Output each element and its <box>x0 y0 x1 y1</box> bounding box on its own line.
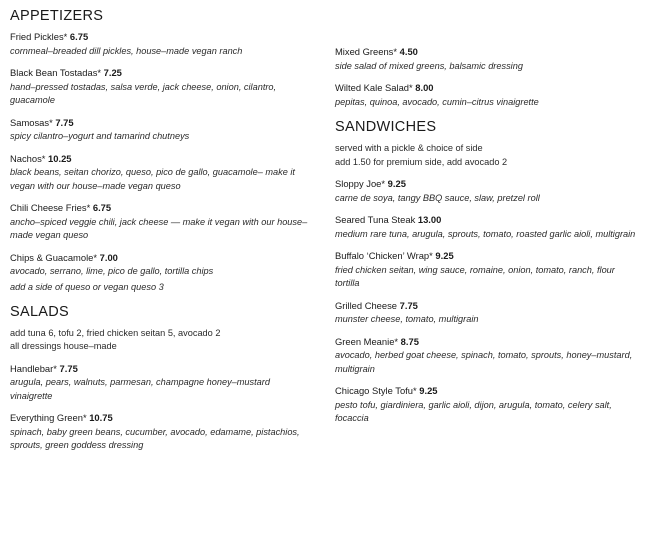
menu-item <box>10 117 311 144</box>
menu-item-name: Chili Cheese Fries* <box>10 202 91 214</box>
menu-item-head <box>335 336 640 348</box>
menu-item-name: Chicago Style Tofu* <box>335 385 417 397</box>
sandwiches-note-addons: add 1.50 for premium side, add avocado 2 <box>335 156 508 167</box>
menu-item-price: 7.75 <box>59 362 78 374</box>
salads-note-dressings: all dressings house–made <box>10 341 117 352</box>
menu-item <box>335 178 640 205</box>
section-title-sandwiches: SANDWICHES <box>335 119 437 136</box>
section-title-appetizers: APPETIZERS <box>10 8 104 24</box>
menu-item-price: 6.75 <box>69 31 89 42</box>
menu-item-description: cornmeal–breaded dill pickles, house–made vegan ranch <box>10 45 243 56</box>
menu-item-head <box>10 31 311 43</box>
menu-item-price: 7.00 <box>99 251 118 263</box>
menu-item-name: Black Bean Tostadas* <box>10 67 102 79</box>
menu-item-head <box>10 363 311 375</box>
menu-item <box>335 300 640 327</box>
menu-item-name: Samosas* <box>10 116 53 128</box>
menu-item-price: 6.75 <box>92 202 112 214</box>
menu-item-name: Buffalo ‘Chicken’ Wrap* <box>335 250 433 262</box>
menu-item <box>10 67 311 107</box>
menu-item-description: avocado, herbed goat cheese, spinach, tomato, sprouts, honey–mustard, multigrain <box>335 350 633 374</box>
menu-item-head <box>10 153 311 165</box>
menu-item-price: 9.25 <box>419 385 438 397</box>
menu-item-name: Nachos* <box>10 152 46 164</box>
menu-item <box>10 153 311 193</box>
menu-item-description: avocado, serrano, lime, pico de gallo, tortilla chips <box>10 266 214 277</box>
menu-item-name: Wilted Kale Salad* <box>335 82 413 94</box>
menu-item-description: pesto tofu, giardiniera, garlic aioli, dijon, arugula, tomato, celery salt, focaccia <box>335 399 612 424</box>
menu-item-head <box>335 214 640 226</box>
sandwiches-note-served: served with a pickle & choice of side <box>335 143 483 154</box>
menu-item-name: Chips & Guacamole* <box>10 251 98 263</box>
menu-item-head <box>10 252 311 264</box>
menu-item <box>10 412 311 452</box>
menu-item-description: arugula, pears, walnuts, parmesan, champagne honey–mustard vinaigrette <box>10 377 270 401</box>
menu-item-description: munster cheese, tomato, multigrain <box>335 314 479 325</box>
menu-item-name: Grilled Cheese <box>335 299 398 311</box>
menu-item-description: medium rare tuna, arugula, sprouts, tomato, roasted garlic aioli, multigrain <box>335 228 636 239</box>
menu-item-name: Sloppy Joe* <box>335 177 386 189</box>
menu-item-price: 9.25 <box>387 177 406 189</box>
menu-item <box>10 31 311 58</box>
menu-item-price: 10.75 <box>89 412 113 424</box>
menu-item-description: black beans, seitan chorizo, queso, pico de gallo, guacamole– make it vegan with our house–made vegan queso <box>10 167 295 191</box>
menu-item <box>10 363 311 403</box>
menu-item-price: 7.25 <box>103 67 122 79</box>
menu-item-name: Fried Pickles* <box>10 31 68 42</box>
menu-item-head <box>335 46 640 58</box>
menu-item-head <box>10 202 311 214</box>
menu-item <box>10 252 311 294</box>
menu-item <box>335 82 640 109</box>
menu-item <box>335 46 640 73</box>
menu-item-price: 7.75 <box>55 116 74 128</box>
menu-item <box>335 214 640 241</box>
menu-item-price: 8.75 <box>400 335 419 347</box>
menu-item-price: 8.00 <box>415 82 434 94</box>
menu-item-price: 13.00 <box>417 213 442 225</box>
menu-item-name: Seared Tuna Steak <box>335 213 416 225</box>
menu-item-name: Mixed Greens* <box>335 46 398 57</box>
menu-column-right <box>325 6 640 558</box>
menu-item-description: carne de soya, tangy BBQ sauce, slaw, pretzel roll <box>335 192 540 203</box>
menu-item-price: 7.75 <box>399 299 418 311</box>
menu-item-description: fried chicken seitan, wing sauce, romaine, onion, tomato, ranch, flour tortilla <box>335 264 615 289</box>
menu-item-name: Handlebar* <box>10 362 57 374</box>
section-title-salads: SALADS <box>10 303 70 320</box>
menu-item-head <box>10 117 311 129</box>
menu-item <box>335 336 640 376</box>
menu-item-description: spinach, baby green beans, cucumber, avocado, edamame, pistachios, sprouts, green goddess dressing <box>10 426 300 451</box>
menu-item-head <box>335 250 640 262</box>
menu-item-price: 9.25 <box>435 250 454 262</box>
menu-item-head <box>10 412 311 424</box>
appetizers-footnote: add a side of queso or vegan queso 3 <box>10 281 164 292</box>
menu-item-name: Everything Green* <box>10 412 87 424</box>
menu-item-head <box>335 82 640 94</box>
menu-item-description: side salad of mixed greens, balsamic dressing <box>335 60 523 71</box>
menu-item-name: Green Meanie* <box>335 335 399 347</box>
menu-item-description: hand–pressed tostadas, salsa verde, jack cheese, onion, cilantro, guacamole <box>10 81 277 106</box>
menu-item <box>335 385 640 425</box>
menu-item-head <box>10 67 311 79</box>
menu-item-head <box>335 300 640 312</box>
menu-item-description: ancho–spiced veggie chili, jack cheese — make it vegan with our house–made vegan queso <box>10 216 308 241</box>
menu-item-head <box>335 385 640 397</box>
salads-note-addons: add tuna 6, tofu 2, fried chicken seitan 5, avocado 2 <box>10 327 221 338</box>
menu-item-head <box>335 178 640 190</box>
menu-item-price: 10.25 <box>48 152 72 164</box>
menu-item <box>10 202 311 242</box>
menu-item <box>335 250 640 290</box>
menu-column-left <box>10 6 325 558</box>
menu-item-description: pepitas, quinoa, avocado, cumin–citrus vinaigrette <box>335 96 539 107</box>
menu-item-price: 4.50 <box>399 46 418 57</box>
menu-item-description: spicy cilantro–yogurt and tamarind chutneys <box>10 131 190 142</box>
